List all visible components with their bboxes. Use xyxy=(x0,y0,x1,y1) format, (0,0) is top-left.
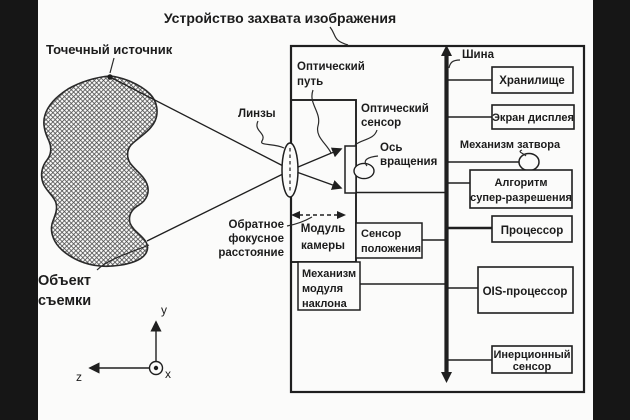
object-label-line2: съемки xyxy=(38,293,92,309)
back-focal-line2: фокусное xyxy=(228,233,284,245)
lenses-leader xyxy=(257,121,284,148)
shutter-label: Механизм затвора xyxy=(459,139,561,151)
object-blob xyxy=(42,76,157,266)
point-source-label: Точечный источник xyxy=(46,42,173,57)
axis-y-label: y xyxy=(161,303,167,317)
ois-label: OIS-процессор xyxy=(482,286,568,298)
back-focal-label xyxy=(218,219,284,259)
coordinate-axes xyxy=(76,303,171,384)
optical-sensor-label xyxy=(361,103,429,129)
rotation-axis-line2: вращения xyxy=(380,156,438,168)
title-leader xyxy=(330,27,348,45)
camera-module-label xyxy=(301,223,346,252)
lenses-label: Линзы xyxy=(238,108,276,120)
sr-algorithm-line1: Алгоритм xyxy=(494,177,548,189)
rotation-axis-circle xyxy=(354,163,374,178)
rotation-axis-line1: Ось xyxy=(380,142,403,154)
axis-x-label: x xyxy=(165,367,171,381)
optical-path-line1: Оптический xyxy=(297,61,365,73)
bus-arrow-down xyxy=(441,372,452,383)
tilt-mechanism-line1: Механизм xyxy=(302,268,357,280)
axis-z-label: z xyxy=(76,370,82,384)
object-label xyxy=(38,273,91,309)
storage-label: Хранилище xyxy=(499,75,565,87)
optical-sensor-leader xyxy=(355,130,377,145)
processor-label: Процессор xyxy=(500,225,564,237)
photographed-object xyxy=(42,74,157,266)
bus xyxy=(441,45,452,383)
camera-module-line2: камеры xyxy=(301,240,345,252)
optical-path-label xyxy=(297,61,365,88)
back-focal-line1: Обратное xyxy=(228,219,284,231)
back-focal-arrowhead-right xyxy=(337,211,346,219)
sr-algorithm-line2: супер-разрешения xyxy=(470,192,572,204)
axis-x-dot xyxy=(154,366,158,370)
position-sensor-line1: Сенсор xyxy=(361,228,402,240)
rotation-axis-label xyxy=(380,142,437,168)
bus-label: Шина xyxy=(462,49,494,61)
figure-title: Устройство захвата изображения xyxy=(163,10,397,26)
inertial-line1: Инерционный xyxy=(493,349,571,361)
point-source-leader xyxy=(110,58,114,73)
shutter-circle xyxy=(519,154,539,171)
bus-leader xyxy=(449,60,460,68)
camera-module-line1: Модуль xyxy=(300,223,346,235)
back-focal-line3: расстояние xyxy=(218,247,284,259)
tilt-mechanism-line3: наклона xyxy=(302,298,347,310)
tilt-mechanism-line2: модуля xyxy=(302,283,344,295)
optical-path-line2: путь xyxy=(297,76,324,88)
optical-sensor-line2: сенсор xyxy=(361,117,402,129)
optical-sensor-line1: Оптический xyxy=(361,103,429,115)
back-focal-arrowhead-left xyxy=(291,211,300,219)
display-label: Экран дисплея xyxy=(492,112,574,124)
object-label-line1: Объект xyxy=(38,273,92,289)
back-focal-arrow xyxy=(291,211,346,219)
lens xyxy=(282,143,298,197)
inertial-line2: сенсор xyxy=(512,361,552,373)
position-sensor-line2: положения xyxy=(361,243,422,255)
